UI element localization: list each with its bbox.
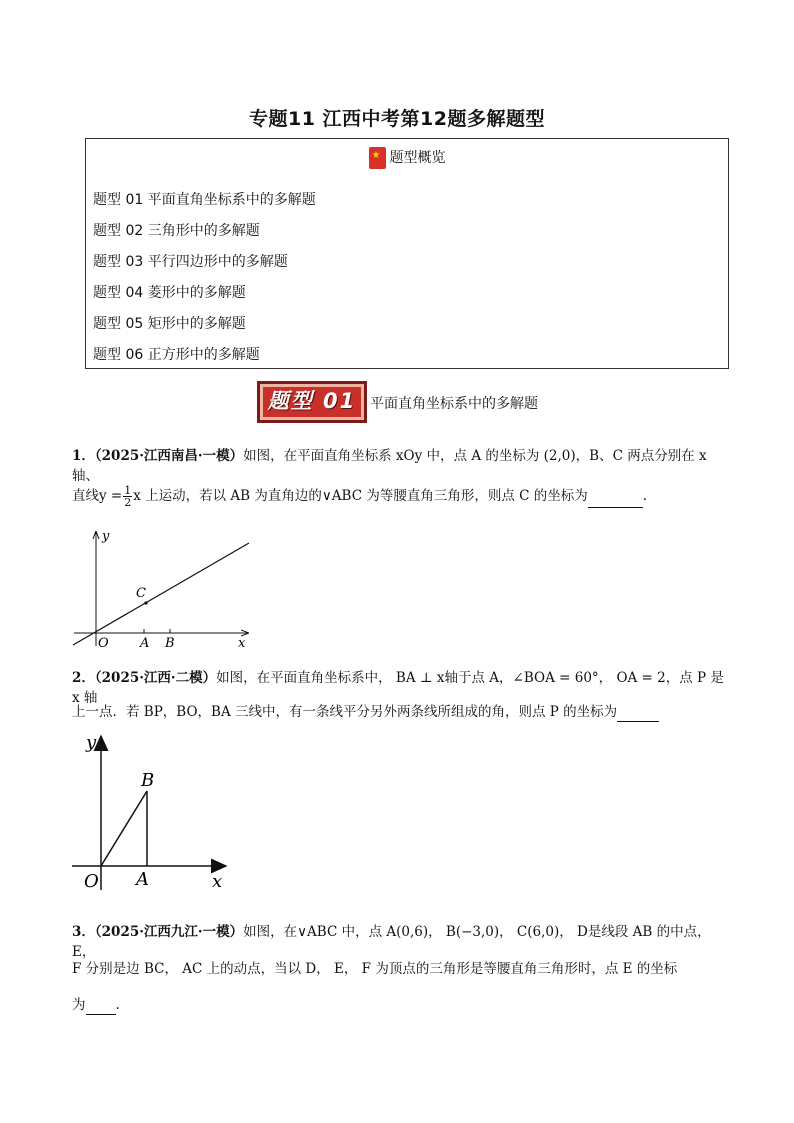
- answer-blank-3[interactable]: [86, 994, 116, 1015]
- question-3-text: 如图，在∨ABC 中，点 A(0,6)， B(−3,0)， C(6,0)， D是线段 AB 的中点， E，: [72, 924, 711, 960]
- question-3-line1: [72, 922, 732, 962]
- book-icon: [369, 147, 386, 169]
- fraction-denominator: 2: [124, 496, 132, 509]
- page-title: 专题11 江西中考第12题多解题型: [249, 108, 545, 130]
- question-3-line2: F 分别是边 BC， AC 上的动点，当以 D， E， F 为顶点的三角形是等腰直角三角形时，点 E 的坐标: [72, 961, 678, 977]
- question-3-line3: [72, 994, 732, 1015]
- question-3-number: 3．: [72, 924, 95, 940]
- question-1-text-2c: .: [642, 488, 648, 504]
- label-y: y: [102, 529, 110, 544]
- overview-item-4: 题型 04 菱形中的多解题: [93, 285, 246, 301]
- question-2-line2: [72, 701, 732, 722]
- overview-item-5: 题型 05 矩形中的多解题: [93, 316, 246, 332]
- question-1-line1: [72, 446, 732, 486]
- section-title: 平面直角坐标系中的多解题: [370, 396, 538, 412]
- figure-1: [68, 526, 258, 650]
- figure-2: [68, 730, 238, 894]
- overview-heading: [86, 147, 728, 169]
- overview-heading-text: 题型概览: [389, 150, 446, 166]
- section-badge: [257, 381, 367, 423]
- overview-item-3: 题型 03 平行四边形中的多解题: [93, 254, 288, 270]
- label-x: x: [238, 636, 246, 650]
- label-o: O: [84, 871, 99, 892]
- answer-blank-1[interactable]: [588, 487, 643, 508]
- question-1-text-2b: x 上运动，若以 AB 为直角边的∨ABC 为等腰直角三角形，则点 C 的坐标为: [133, 488, 588, 504]
- label-o: O: [98, 636, 109, 650]
- question-1-source: （2025·江西南昌·一模）: [94, 448, 244, 464]
- point-c: [144, 601, 147, 604]
- section-badge-text: 题型 01: [267, 389, 357, 413]
- question-3-text-3: 为: [72, 997, 86, 1013]
- label-b: B: [141, 770, 155, 791]
- question-1-line2: [72, 485, 732, 508]
- label-a: A: [136, 869, 149, 890]
- label-y: y: [86, 732, 97, 753]
- overview-box: [85, 138, 729, 369]
- question-2-source: （2025·江西·二模）: [94, 670, 217, 686]
- label-b: B: [165, 636, 175, 650]
- question-3-source: （2025·江西九江·一模）: [94, 924, 244, 940]
- answer-blank-2[interactable]: [617, 701, 659, 722]
- label-c: C: [136, 586, 146, 601]
- question-1-number: 1．: [72, 448, 95, 464]
- fraction: [123, 485, 132, 508]
- overview-item-6: 题型 06 正方形中的多解题: [93, 347, 260, 363]
- question-1-text: 如图，在平面直角坐标系 xOy 中，点 A 的坐标为 (2,0)，B、C 两点分别在 x 轴、: [72, 448, 707, 484]
- question-2-text-2: 上一点．若 BP，BO，BA 三线中，有一条线平分另外两条线所组成的角，则点 P 的坐标为: [72, 704, 618, 720]
- segment-ob: [101, 791, 147, 866]
- question-3-text-3b: .: [115, 997, 120, 1013]
- label-x: x: [212, 871, 223, 892]
- question-2-number: 2．: [72, 670, 95, 686]
- fraction-numerator: 1: [124, 484, 132, 497]
- question-1-text-2a: 直线y =: [72, 488, 123, 504]
- overview-item-1: 题型 01 平面直角坐标系中的多解题: [93, 192, 316, 208]
- overview-item-2: 题型 02 三角形中的多解题: [93, 223, 260, 239]
- label-a: A: [140, 636, 150, 650]
- line-y-half-x: [73, 543, 249, 645]
- question-2-text: 如图，在平面直角坐标系中， BA ⊥ x轴于点 A，∠BOA = 60°， OA = 2，点 P 是 x 轴: [72, 670, 724, 706]
